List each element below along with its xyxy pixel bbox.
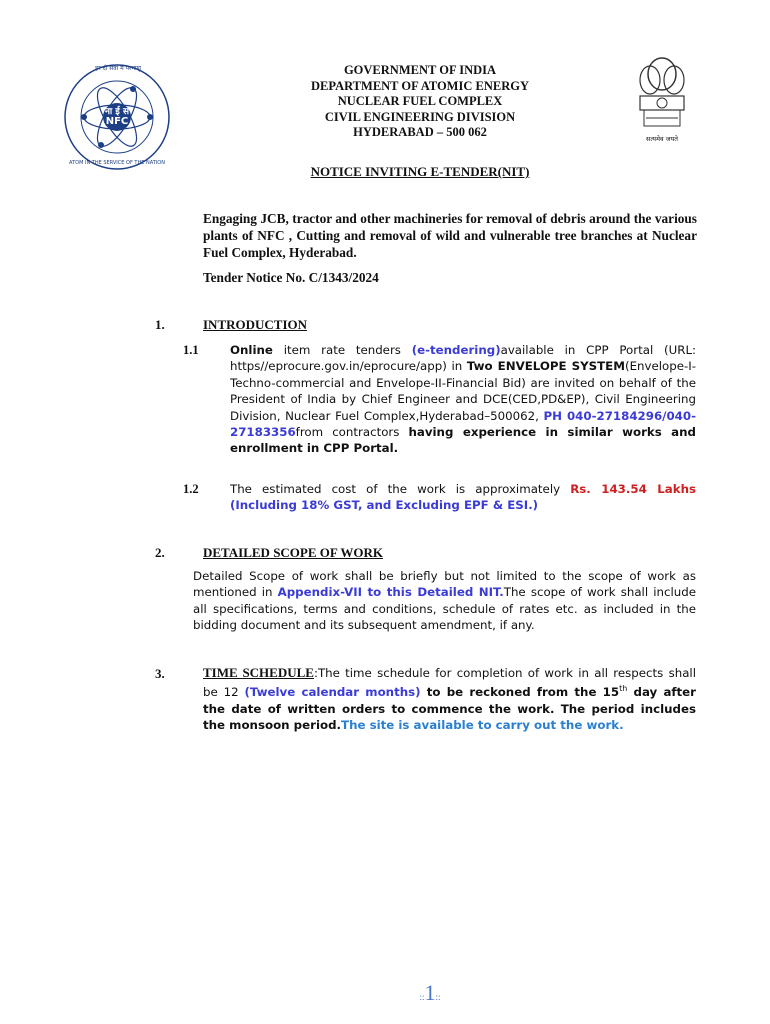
section-heading: DETAILED SCOPE OF WORK	[203, 545, 383, 560]
subsection-number: 1.1	[183, 343, 199, 357]
nfc-logo-ring-top: हर दी सेवा में परमाणु	[95, 65, 141, 72]
text-run: :The time schedule for completion of work in all respects shall be 12	[203, 666, 696, 700]
text-run: day after the date of written orders to commence the work. The period includes the monsoon period.	[203, 685, 696, 733]
section-number: 2.	[155, 545, 165, 560]
schedule-paragraph	[203, 665, 696, 734]
text-run: Detailed Scope of work shall be briefly but not limited to the scope of work as mentioned in	[193, 569, 696, 600]
text-phone: PH 040-27184296/040-27183356	[230, 408, 696, 440]
section-number: 3.	[155, 666, 165, 681]
text-run: (Envelope-I- Techno-commercial and Envelope-II-Financial Bid) are invited on behalf of the President of India by Chief Engineer and DCE(CED,PD&EP), Civil Engineering Division, Nuclear Fuel Complex,Hyderabad–500062,	[230, 359, 696, 423]
text-months: (Twelve calendar months)	[244, 685, 421, 700]
subsection-number: 1.2	[183, 482, 199, 496]
text-run: item rate tenders	[272, 343, 412, 357]
header-line: CIVIL ENGINEERING DIVISION	[324, 109, 516, 124]
text-run: from contractors	[295, 425, 409, 440]
text-run: to be reckoned from the 15	[420, 685, 620, 700]
section-heading: TIME SCHEDULE	[203, 665, 314, 680]
text-run: The estimated cost of the work is approximately	[230, 482, 571, 496]
header-line: DEPARTMENT OF ATOMIC ENERGY	[311, 78, 529, 93]
tender-number: Tender Notice No. C/1343/2024	[203, 270, 379, 285]
text-appendix: Appendix-VII to this Detailed NIT.	[277, 585, 504, 600]
text-run: available in CPP Portal (URL: https//eprocure.gov.in/eprocure/app) in	[230, 343, 697, 374]
nfc-logo-hindi: ना ई स	[104, 107, 130, 117]
nfc-logo-text: NFC	[105, 116, 129, 127]
text-site-available: The site is available to carry out the work.	[341, 718, 624, 733]
text-experience: having experience in similar works and enrollment in CPP Portal.	[230, 425, 696, 456]
cost-paragraph	[230, 481, 696, 514]
notice-title: NOTICE INVITING E-TENDER(NIT)	[310, 164, 530, 179]
header-block	[250, 63, 590, 141]
emblem-motto: सत्यमेव जयते	[646, 135, 678, 143]
text-gst-note: (Including 18% GST, and Excluding EPF & ESI.)	[230, 498, 539, 513]
text-envelope-system: Two ENVELOPE SYSTEM	[466, 359, 625, 374]
page-number	[360, 980, 500, 1006]
page-number-value: 1	[424, 980, 436, 1005]
section-number: 1.	[155, 317, 165, 332]
nfc-logo-ring-bottom: ATOM IN THE SERVICE OF THE NATION	[69, 160, 165, 166]
text-superscript: th	[619, 684, 628, 694]
header-line: GOVERNMENT OF INDIA	[343, 63, 497, 77]
header-line: HYDERABAD – 500 062	[353, 125, 487, 139]
intro-paragraph	[230, 342, 696, 457]
national-emblem	[632, 52, 692, 132]
page-number-right: ::	[435, 992, 441, 1002]
scope-paragraph	[193, 568, 696, 634]
text-etendering: (e-tendering)	[411, 343, 501, 357]
page-number-left: ::	[419, 992, 425, 1002]
header-line: NUCLEAR FUEL COMPLEX	[337, 94, 503, 108]
tender-subject: Engaging JCB, tractor and other machineries for removal of debris around the various plants of NFC , Cutting and removal of wild and vulnerable tree branches at Nuclear Fuel Complex, Hyderabad.	[203, 211, 697, 260]
text-estimated-cost: Rs. 143.54 Lakhs	[570, 482, 696, 496]
text-run: The scope of work shall include all specifications, terms and conditions, schedule of rates etc. as included in the bidding document and its subsequent amendment, if any.	[193, 585, 696, 633]
section-heading: INTRODUCTION	[203, 317, 308, 332]
text-online: Online	[230, 343, 273, 357]
